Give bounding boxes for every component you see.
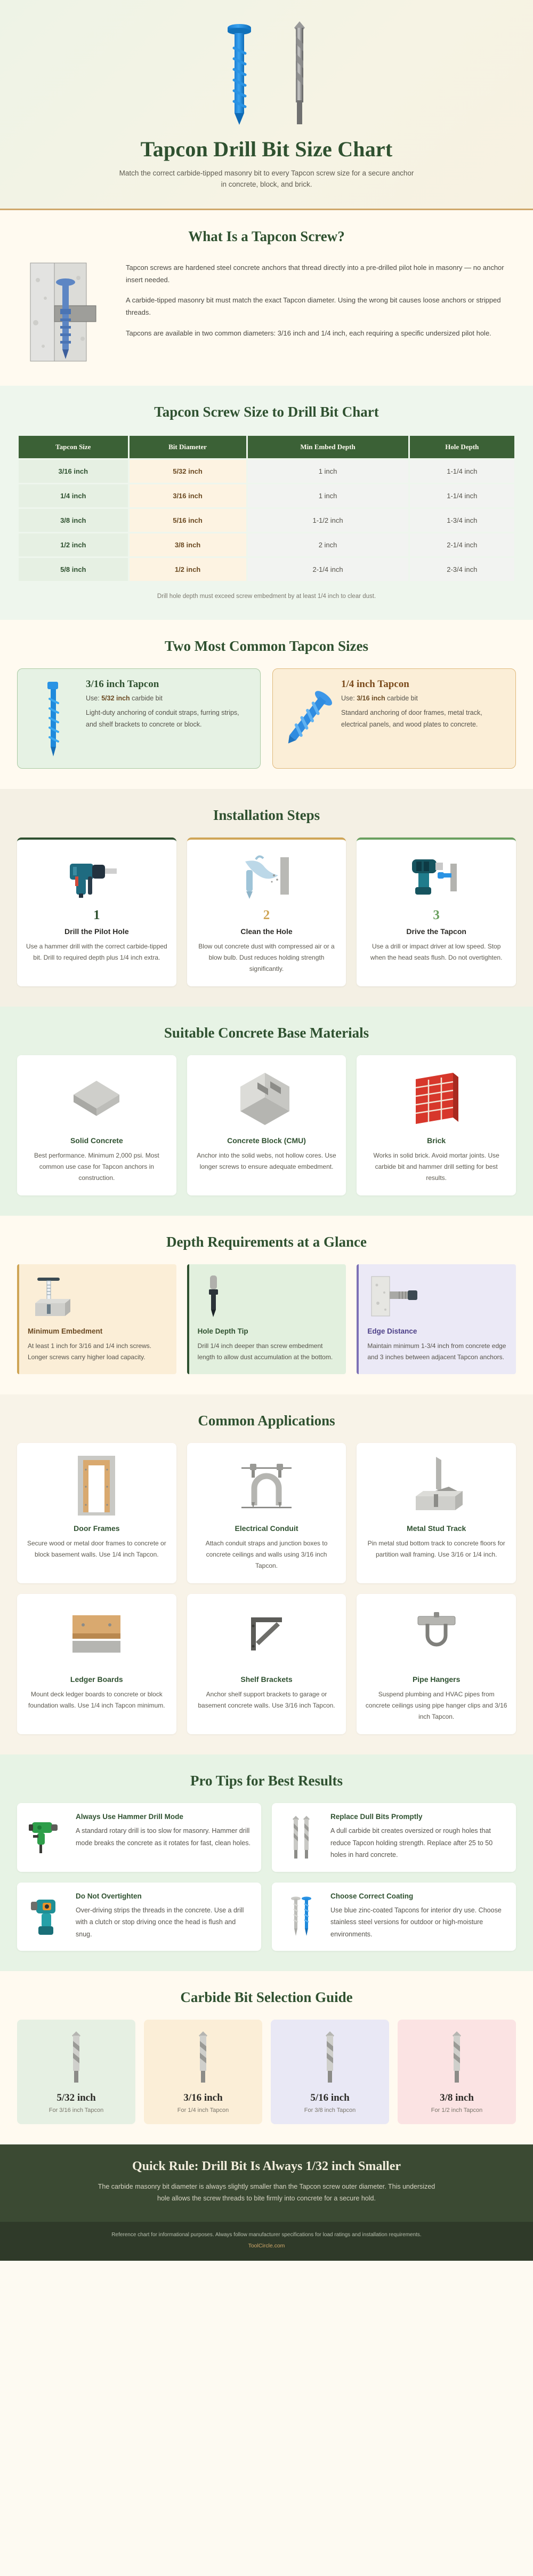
- application-card-metal-stud-track: [357, 1443, 516, 1583]
- bit-guide-for: For 1/2 inch Tapcon: [431, 2107, 483, 2114]
- table-body: [19, 460, 514, 581]
- two-common-title: Two Most Common Tapcon Sizes: [164, 637, 369, 654]
- step-card-3: [357, 838, 516, 986]
- bit-guide-card: [144, 2020, 262, 2124]
- table-cell: 1 inch: [248, 484, 408, 507]
- page-title: Tapcon Drill Bit Size Chart: [140, 137, 393, 161]
- common-size-name-14: 1/4 inch Tapcon: [341, 678, 409, 690]
- step-title-2: Clean the Hole: [240, 927, 293, 936]
- depth-gauge-icon: [28, 1274, 168, 1320]
- tip-title-replace-dull-bits: Replace Dull Bits Promptly: [330, 1813, 423, 1821]
- bit-guide-size: 5/16 inch: [310, 2092, 350, 2104]
- tapcon-screw-icon: [221, 20, 258, 127]
- table-cell: 1/2 inch: [19, 533, 128, 556]
- material-desc-solid-concrete: Best performance. Minimum 2,000 psi. Most common use case for Tapcon anchors in construction.: [34, 1151, 159, 1182]
- edge-distance-icon: [367, 1274, 507, 1320]
- tip-title-hammer-drill-mode: Always Use Hammer Drill Mode: [76, 1813, 183, 1821]
- concrete-block-icon: [196, 1066, 338, 1130]
- table-row: [19, 533, 514, 556]
- application-title-pipe-hangers: Pipe Hangers: [412, 1675, 461, 1684]
- step-card-1: [17, 838, 176, 986]
- air-blower-icon: [196, 850, 338, 902]
- conduit-strap-icon: [196, 1454, 338, 1518]
- material-card-solid-concrete: [17, 1055, 176, 1195]
- bit-guide-card: [17, 2020, 135, 2124]
- step-desc-1: Use a hammer drill with the correct carbide-tipped bit. Drill to required depth plus 1/4 inch extra.: [26, 942, 167, 961]
- application-title-electrical-conduit: Electrical Conduit: [235, 1524, 298, 1533]
- depth-title-edge-distance: Edge Distance: [367, 1327, 417, 1335]
- application-desc-metal-stud-track: Pin metal stud bottom track to concrete floors for partition wall framing. Use 3/16 or 1/4 inch.: [367, 1540, 505, 1559]
- concrete-anchor-diagram-icon: [20, 259, 105, 365]
- table-cell: 3/8 inch: [130, 533, 246, 556]
- table-cell: 3/16 inch: [130, 484, 246, 507]
- depth-requirements-title: Depth Requirements at a Glance: [166, 1233, 367, 1250]
- drill-bit-icon: [276, 2029, 384, 2085]
- application-desc-ledger-boards: Mount deck ledger boards to concrete or block foundation walls. Use 1/4 inch Tapcon minimum.: [28, 1690, 165, 1710]
- installation-steps-section: [0, 789, 533, 1007]
- table-cell: 3/16 inch: [19, 460, 128, 483]
- bit-selection-section: [0, 1971, 533, 2144]
- table-cell: 1/2 inch: [130, 558, 246, 581]
- application-card-electrical-conduit: [187, 1443, 346, 1583]
- tip-card-do-not-overtighten: [17, 1883, 261, 1951]
- common-size-card-14: [272, 668, 516, 769]
- application-card-door-frames: [17, 1443, 176, 1583]
- table-cell: 3/8 inch: [19, 509, 128, 532]
- size-chart-note: Drill hole depth must exceed screw embedment by at least 1/4 inch to clear dust.: [157, 593, 376, 600]
- bit-guide-for: For 3/16 inch Tapcon: [49, 2107, 104, 2114]
- table-cell: 2-3/4 inch: [410, 558, 514, 581]
- material-card-cmu: [187, 1055, 346, 1195]
- material-desc-brick: Works in solid brick. Avoid mortar joints. Use carbide bit and hammer drill setting for best results.: [373, 1151, 499, 1182]
- screw-vertical-icon: [27, 679, 78, 759]
- ledger-board-icon: [26, 1605, 168, 1669]
- step-desc-3: Use a drill or impact driver at low speed. Stop when the head seats flush. Do not overtighten.: [370, 942, 503, 961]
- bit-guide-size: 3/16 inch: [183, 2092, 223, 2104]
- drill-bit-icon: [149, 2029, 257, 2085]
- what-is-section: [0, 210, 533, 386]
- what-is-title: What Is a Tapcon Screw?: [188, 228, 345, 244]
- brick-wall-icon: [365, 1066, 507, 1130]
- bit-guide-for: For 3/8 inch Tapcon: [304, 2107, 356, 2114]
- hero-illustration: [0, 15, 533, 127]
- table-cell: 1-1/4 inch: [410, 484, 514, 507]
- what-is-paragraph-2: A carbide-tipped masonry bit must match the exact Tapcon diameter. Using the wrong bit causes loose anchors or stripped threads.: [126, 296, 501, 317]
- pro-tips-section: [0, 1754, 533, 1971]
- table-row: [19, 460, 514, 483]
- table-cell: 2-1/4 inch: [410, 533, 514, 556]
- common-size-card-316: [17, 668, 261, 769]
- depth-title-minimum-embedment: Minimum Embedment: [28, 1327, 103, 1335]
- common-size-desc-14: Standard anchoring of door frames, metal track, electrical panels, and wood plates to concrete.: [341, 708, 482, 728]
- tip-desc-choose-correct-coating: Use blue zinc-coated Tapcons for interior dry use. Choose stainless steel versions for outdoor or high-moisture environments.: [330, 1906, 502, 1938]
- material-card-brick: [357, 1055, 516, 1195]
- depth-desc-hole-depth-tip: Drill 1/4 inch deeper than screw embedment length to allow dust accumulation at the bottom.: [197, 1342, 333, 1361]
- hero-section: [0, 0, 533, 210]
- common-size-use-14: Use: 3/16 inch carbide bit: [341, 694, 418, 702]
- door-frame-icon: [26, 1454, 168, 1518]
- what-is-paragraph-3: Tapcons are available in two common diameters: 3/16 inch and 1/4 inch, each requiring a specific undersized pilot hole.: [126, 329, 491, 337]
- application-desc-shelf-brackets: Anchor shelf support brackets to garage or basement concrete walls. Use 3/16 inch Tapcon.: [198, 1690, 335, 1710]
- quick-rule-text: The carbide masonry bit diameter is always slightly smaller than the Tapcon screw outer diameter. This undersized hole allows the screw threads to bite firmly into concrete for a secure hold.: [98, 2183, 435, 2202]
- table-cell: 5/16 inch: [130, 509, 246, 532]
- masonry-drill-bit-icon: [287, 20, 312, 127]
- screw-diagonal-icon: [282, 679, 334, 757]
- bit-guide-card: [271, 2020, 389, 2124]
- concrete-slab-icon: [26, 1066, 168, 1130]
- table-cell: 5/32 inch: [130, 460, 246, 483]
- depth-card-edge-distance: [357, 1264, 516, 1374]
- material-desc-cmu: Anchor into the solid webs, not hollow cores. Use longer screws to ensure adequate embedment.: [197, 1151, 336, 1170]
- application-title-ledger-boards: Ledger Boards: [70, 1675, 123, 1684]
- table-header-row: [19, 436, 514, 458]
- application-desc-electrical-conduit: Attach conduit straps and junction boxes to concrete ceilings and walls using 3/16 inch Tapcon.: [205, 1540, 328, 1570]
- bit-guide-size: 5/32 inch: [56, 2092, 96, 2104]
- application-card-ledger-boards: [17, 1594, 176, 1734]
- table-cell: 1 inch: [248, 460, 408, 483]
- table-header-cell: Tapcon Size: [19, 436, 128, 458]
- common-size-name-316: 3/16 inch Tapcon: [86, 678, 159, 690]
- table-header-cell: Bit Diameter: [130, 436, 246, 458]
- pro-tips-title: Pro Tips for Best Results: [190, 1773, 343, 1789]
- installation-steps-title: Installation Steps: [213, 807, 320, 823]
- table-cell: 2 inch: [248, 533, 408, 556]
- metal-stud-track-icon: [365, 1454, 507, 1518]
- drill-bit-icon: [403, 2029, 511, 2085]
- common-size-desc-316: Light-duty anchoring of conduit straps, furring strips, and shelf brackets to concrete or block.: [86, 708, 239, 728]
- table-cell: 1-1/4 inch: [410, 460, 514, 483]
- depth-card-minimum-embedment: [17, 1264, 176, 1374]
- table-header-cell: Min Embed Depth: [248, 436, 408, 458]
- tip-card-choose-correct-coating: [272, 1883, 516, 1951]
- depth-title-hole-depth-tip: Hole Depth Tip: [197, 1327, 248, 1335]
- two-common-sizes-section: [0, 620, 533, 789]
- size-chart-table: [17, 434, 516, 583]
- table-row: [19, 509, 514, 532]
- table-cell: 2-1/4 inch: [248, 558, 408, 581]
- pipe-hanger-icon: [365, 1605, 507, 1669]
- table-cell: 1-3/4 inch: [410, 509, 514, 532]
- application-card-pipe-hangers: [357, 1594, 516, 1734]
- depth-desc-edge-distance: Maintain minimum 1-3/4 inch from concrete edge and 3 inches between adjacent Tapcon anchors.: [367, 1342, 506, 1361]
- size-chart-title: Tapcon Screw Size to Drill Bit Chart: [154, 403, 379, 420]
- common-size-use-316: Use: 5/32 inch carbide bit: [86, 694, 163, 702]
- table-row: [19, 484, 514, 507]
- depth-card-hole-depth-tip: [187, 1264, 346, 1374]
- material-title-brick: Brick: [427, 1136, 446, 1145]
- tip-desc-replace-dull-bits: A dull carbide bit creates oversized or rough holes that reduce Tapcon holding strength. Replace after 25 to 50 holes in hard concrete.: [330, 1827, 493, 1859]
- application-card-shelf-brackets: [187, 1594, 346, 1734]
- application-title-metal-stud-track: Metal Stud Track: [407, 1524, 466, 1533]
- step-title-1: Drill the Pilot Hole: [64, 927, 129, 936]
- application-title-door-frames: Door Frames: [74, 1524, 120, 1533]
- table-cell: 5/8 inch: [19, 558, 128, 581]
- hero-subtitle: Match the correct carbide-tipped masonry bit to every Tapcon screw size for a secure anchor in concrete, block, and brick.: [119, 169, 414, 188]
- depth-requirements-section: [0, 1216, 533, 1394]
- tip-desc-do-not-overtighten: Over-driving strips the threads in the concrete. Use a drill with a clutch or stop driving once the head is flush and snug.: [76, 1906, 244, 1938]
- depth-desc-minimum-embedment: At least 1 inch for 3/16 and 1/4 inch screws. Longer screws carry higher load capacity.: [28, 1342, 152, 1361]
- footer-disclaimer: Reference chart for informational purposes. Always follow manufacturer specifications for load ratings and installation requirements.: [111, 2231, 422, 2238]
- green-drill-icon: [27, 1813, 68, 1854]
- application-desc-door-frames: Secure wood or metal door frames to concrete or block basement walls. Use 1/4 inch Tapcon.: [27, 1540, 166, 1559]
- tip-title-do-not-overtighten: Do Not Overtighten: [76, 1892, 142, 1900]
- what-is-paragraph-1: Tapcon screws are hardened steel concrete anchors that thread directly into a pre-drilled pilot hole in masonry — no anchor insert needed.: [126, 263, 504, 284]
- base-materials-title: Suitable Concrete Base Materials: [164, 1024, 369, 1041]
- step-title-3: Drive the Tapcon: [406, 927, 466, 936]
- tip-card-hammer-drill-mode: [17, 1803, 261, 1872]
- base-materials-section: [0, 1007, 533, 1216]
- drill-bit-depth-icon: [198, 1274, 338, 1320]
- bit-guide-for: For 1/4 inch Tapcon: [177, 2107, 229, 2114]
- tip-card-replace-dull-bits: [272, 1803, 516, 1872]
- step-desc-2: Blow out concrete dust with compressed air or a blow bulb. Dust reduces holding strength significantly.: [198, 942, 335, 972]
- two-screws-coating-icon: [281, 1892, 323, 1940]
- applications-title: Common Applications: [198, 1413, 335, 1429]
- table-cell: 1/4 inch: [19, 484, 128, 507]
- tip-title-choose-correct-coating: Choose Correct Coating: [330, 1892, 414, 1900]
- footer-brand: ToolCircle.com: [248, 2242, 285, 2249]
- bit-guide-card: [398, 2020, 516, 2124]
- size-chart-section: [0, 386, 533, 620]
- application-desc-pipe-hangers: Suspend plumbing and HVAC pipes from concrete ceilings using pipe hanger clips and 3/16 inch Tapcon.: [365, 1690, 507, 1721]
- step-number-1: 1: [93, 907, 100, 922]
- table-header-cell: Hole Depth: [410, 436, 514, 458]
- step-number-3: 3: [433, 907, 440, 922]
- table-row: [19, 558, 514, 581]
- application-title-shelf-brackets: Shelf Brackets: [240, 1675, 293, 1684]
- anchor-cross-section-image: [17, 259, 108, 365]
- hammer-drill-icon: [26, 850, 168, 902]
- step-card-2: [187, 838, 346, 986]
- step-number-2: 2: [263, 907, 270, 922]
- material-title-cmu: Concrete Block (CMU): [227, 1136, 306, 1145]
- two-drill-bits-icon: [281, 1813, 323, 1861]
- impact-driver-icon: [365, 850, 507, 902]
- shelf-bracket-icon: [196, 1605, 338, 1669]
- bit-selection-title: Carbide Bit Selection Guide: [180, 1989, 353, 2006]
- page-footer: [0, 2222, 533, 2261]
- table-cell: 1-1/2 inch: [248, 509, 408, 532]
- bit-selection-grid: [17, 2020, 516, 2124]
- material-title-solid-concrete: Solid Concrete: [70, 1136, 123, 1145]
- applications-section: [0, 1394, 533, 1754]
- bit-guide-size: 3/8 inch: [440, 2092, 474, 2104]
- quick-rule-title: Quick Rule: Drill Bit Is Always 1/32 inch Smaller: [132, 2159, 401, 2174]
- teal-impact-driver-icon: [27, 1892, 68, 1937]
- tip-desc-hammer-drill-mode: A standard rotary drill is too slow for masonry. Hammer drill mode breaks the concrete as it rotates for fast, clean holes.: [76, 1827, 251, 1847]
- quick-rule-banner: [0, 2144, 533, 2222]
- drill-bit-icon: [22, 2029, 130, 2085]
